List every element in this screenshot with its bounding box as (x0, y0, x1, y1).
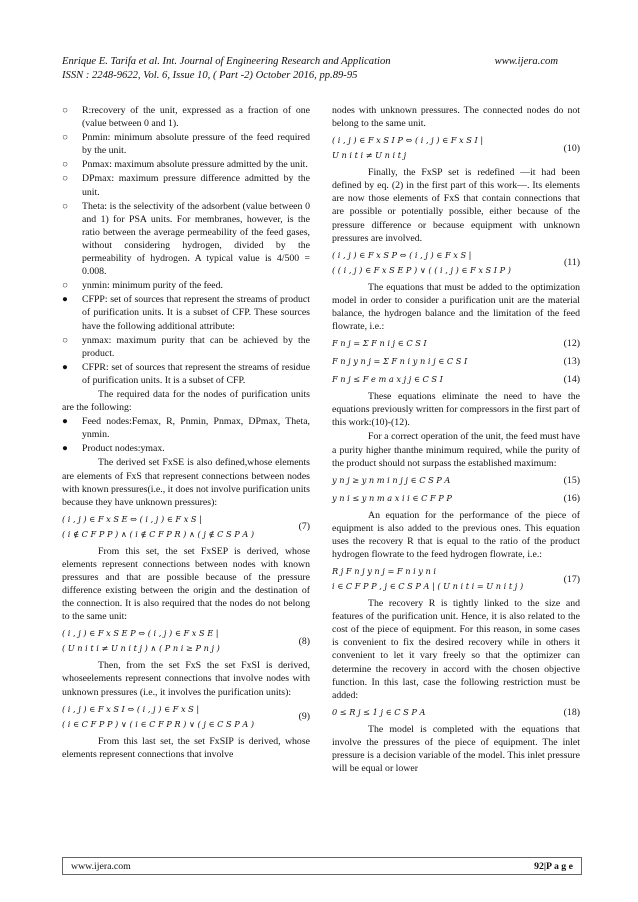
equation-15 (332, 473, 580, 488)
equation-number: (11) (564, 257, 580, 269)
hollow-bullet-icon: ○ (62, 105, 68, 116)
equation-7 (62, 512, 310, 542)
equation-line: F n j y n j = Σ F n i y n i j ∈ C S I (332, 356, 468, 367)
equation-9 (62, 702, 310, 732)
paragraph: The equations that must be added to the optimization model in order to consider a purification unit are the material balance, the hydrogen balance and the limitation of the feed flowrate, i.e.: (332, 281, 580, 333)
list-item-text: Pnmax: maximum absolute pressure admitted by the unit. (82, 159, 308, 171)
equation-line: ( i , j ) ∈ F x S I ⇔ ( i , j ) ∈ F x S | (62, 703, 200, 714)
footer-website[interactable]: www.ijera.com (71, 860, 131, 872)
equation-line: ( ( i , j ) ∈ F x S E P ) ∨ ( ( i , j ) ∈ F x S I P ) (332, 264, 511, 275)
list-item (62, 415, 310, 441)
paragraph: Then, from the set FxS the set FxSI is derived, whoseelements represent connections that involve nodes with unknown pressures (i.e., it involves the purification units): (62, 660, 310, 698)
equation-number: (9) (298, 711, 310, 723)
equation-line: ( i ∉ C F P P ) ∧ ( i ∉ C F P R ) ∧ ( j ∉ C S P A ) (62, 528, 255, 539)
equation-number: (13) (563, 356, 580, 368)
header-issn: ISSN : 2248-9622, Vol. 6, Issue 10, ( Part -2) October 2016, pp.89-95 (62, 70, 358, 81)
paragraph: For a correct operation of the unit, the feed must have a purity higher thanthe minimum required, while the purity of the product should not surpass the established maximum: (332, 431, 580, 469)
equation-14 (332, 372, 580, 387)
list-item-text: ynmax: maximum purity that can be achieved by the product. (82, 334, 310, 359)
paragraph: nodes with unknown pressures. The connected nodes do not belong to the same unit. (332, 105, 580, 130)
list-item (62, 104, 310, 130)
equation-line: F n j = Σ F n i j ∈ C S I (332, 338, 427, 349)
header-citation: Enrique E. Tarifa et al. Int. Journal of Engineering Research and Application (62, 56, 391, 67)
two-column-body (62, 104, 582, 776)
filled-bullet-icon: ● (62, 294, 68, 306)
equation-16 (332, 491, 580, 506)
equation-line: ( i , j ) ∈ F x S P ⇔ ( i , j ) ∈ F x S | (332, 249, 472, 260)
list-item (62, 200, 310, 279)
list-item-text: CFPP: set of sources that represent the streams of product of purification units. It is a subset of CFP. These sources have the following additional attribute: (82, 294, 310, 332)
equation-line: F n j ≤ F e m a x j j ∈ C S I (332, 374, 443, 385)
equation-8 (62, 626, 310, 656)
equation-18 (332, 705, 580, 720)
page-footer (62, 857, 582, 875)
equation-line: ( i , j ) ∈ F x S E P ⇔ ( i , j ) ∈ F x S E | (62, 628, 219, 639)
list-item (62, 279, 310, 292)
equation-line: U n i t i ≠ U n i t j (332, 150, 407, 161)
paragraph: From this last set, the set FxSIP is derived, whose elements represent connections that involve (62, 735, 310, 760)
left-column (62, 104, 310, 776)
equation-number: (10) (563, 142, 580, 154)
equation-number: (17) (563, 573, 580, 585)
equation-number: (7) (298, 521, 310, 533)
list-item (62, 131, 310, 157)
list-item-text: ynmin: minimum purity of the feed. (82, 280, 223, 292)
equation-17 (332, 564, 580, 594)
list-item-text: Feed nodes:Femax, R, Pnmin, Pnmax, DPmax, Theta, ynmin. (82, 416, 310, 441)
paragraph: From this set, the set FxSEP is derived, whose elements represent connections between nodes with known pressures and that are possible because of the pressure difference existing between the origin and the destination of the connection. It is also required that the nodes do not belong to the same unit: (62, 545, 310, 623)
paragraph: The derived set FxSE is also defined,whose elements are elements of FxS that represent connections between nodes with known pressures(i.e., it does not involve purification units because they have unknown pressures): (62, 457, 310, 508)
paragraph: An equation for the performance of the piece of equipment is also added to the previous ones. This equation uses the recovery R that is equal to the ratio of the product hydrogen flowrate to the feed hydrogen flowrate, i.e.: (332, 509, 580, 560)
list-item (62, 172, 310, 198)
equation-number: (15) (563, 474, 580, 486)
equation-line: 0 ≤ R j ≤ 1 j ∈ C S P A (332, 706, 426, 717)
paragraph: Finally, the FxSP set is redefined ―it had been defined by eq. (2) in the first part of this work―. Its elements are now those elements of FxS that contain connections that are possible or potentially possible, either because of the pressure difference or because equipment with unknown pressures are involved. (332, 167, 580, 244)
list-item (62, 334, 310, 360)
equation-line: y n i ≤ y n m a x i i ∈ C F P P (332, 492, 452, 503)
equation-line: i ∈ C F P P , j ∈ C S P A | ( U n i t i = U n i t j ) (332, 581, 524, 592)
equation-line: ( i , j ) ∈ F x S E ⇔ ( i , j ) ∈ F x S | (62, 513, 202, 524)
list-item (62, 293, 310, 332)
equation-number: (8) (298, 635, 310, 647)
list-item-text: Pnmin: minimum absolute pressure of the feed required by the unit. (82, 132, 310, 157)
hollow-bullet-icon: ○ (62, 159, 68, 171)
hollow-bullet-icon: ○ (62, 200, 68, 212)
equation-line: ( U n i t i ≠ U n i t j ) ∧ ( P n i ≥ P n j ) (62, 643, 220, 654)
equation-number: (14) (563, 374, 580, 386)
list-item-text: R:recovery of the unit, expressed as a fraction of one (value between 0 and 1). (82, 105, 310, 130)
equation-10 (332, 133, 580, 163)
filled-bullet-icon: ● (62, 416, 68, 428)
running-header (62, 55, 558, 83)
header-website[interactable]: www.ijera.com (494, 56, 558, 67)
filled-bullet-icon: ● (62, 361, 68, 373)
list-item (62, 158, 310, 171)
list-item-text: CFPR: set of sources that represent the streams of residue of purification units. It is a subset of CFP. (82, 361, 310, 386)
equation-11 (332, 248, 580, 278)
equation-12 (332, 336, 580, 351)
equation-line: y n j ≥ y n m i n j j ∈ C S P A (332, 474, 451, 485)
equation-line: ( i ∈ C F P P ) ∨ ( i ∈ C F P R ) ∨ ( j ∈ C S P A ) (62, 718, 255, 729)
paragraph: These equations eliminate the need to have the equations previously written for compressors in the first part of this work:(10)-(12). (332, 391, 580, 429)
list-item-text: Product nodes:ymax. (82, 443, 165, 455)
list-item-text: Theta: is the selectivity of the adsorbent (value between 0 and 1) for PSA units. For membranes, however, is the ratio between the average permeability of the feed gases, without considering hydrogen, divided by the permeability of hydrogen. A typical value is 4/500 = 0.008. (82, 200, 310, 278)
page-number: 92|P a g e (534, 860, 573, 872)
equation-13 (332, 354, 580, 369)
paragraph: The required data for the nodes of purification units are the following: (62, 388, 310, 414)
equation-number: (18) (563, 706, 580, 718)
paragraph: The recovery R is tightly linked to the size and features of the purification unit. Hence, it is also related to the cost of the piece of equipment. For this reason, in some cases is convenient to fix the desired recovery while in others it convenient to let it vary freely so that the optimizer can determine the recovery in accord with the chosen objective function. In this last, case the following restriction must be added: (332, 598, 580, 701)
list-item-text: DPmax: maximum pressure difference admitted by the unit. (82, 173, 310, 198)
right-column (332, 104, 580, 776)
paragraph: The model is completed with the equations that involve the pressures of the piece of equipment. The inlet pressure is a decision variable of the model. This inlet pressure will be equal or lower (332, 723, 580, 775)
list-item (62, 361, 310, 387)
equation-line: R j F n j y n j = F n i y n i (332, 566, 437, 577)
hollow-bullet-icon: ○ (62, 280, 68, 292)
hollow-bullet-icon: ○ (62, 132, 68, 144)
equation-number: (12) (563, 338, 580, 350)
hollow-bullet-icon: ○ (62, 173, 68, 185)
equation-line: ( i , j ) ∈ F x S I P ⇔ ( i , j ) ∈ F x S I | (332, 135, 484, 146)
filled-bullet-icon: ● (62, 443, 68, 455)
hollow-bullet-icon: ○ (62, 334, 68, 346)
equation-number: (16) (563, 492, 580, 504)
list-item (62, 442, 310, 455)
